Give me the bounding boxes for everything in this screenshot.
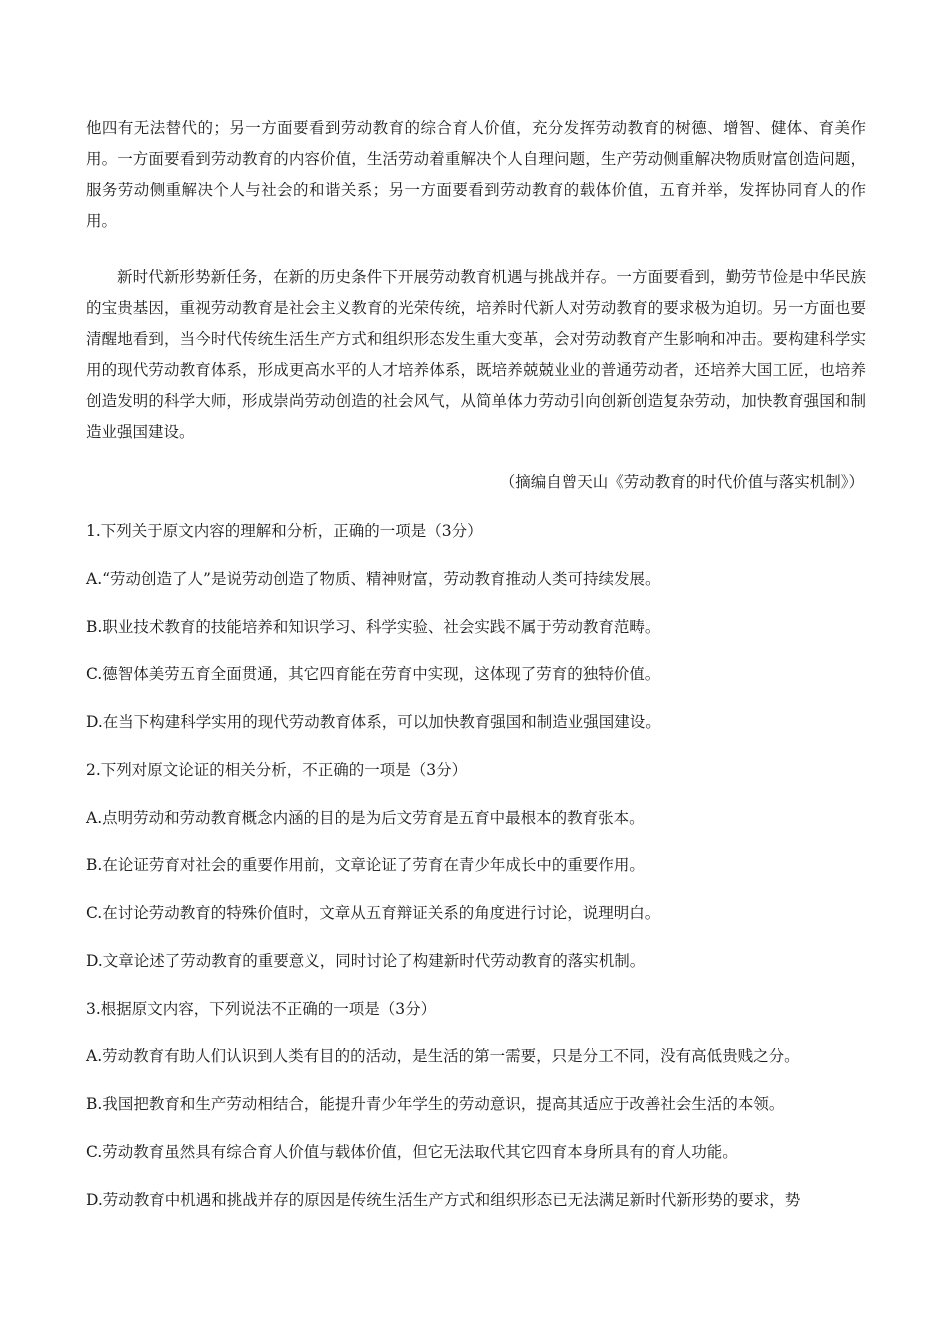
question-3-option-d: D.劳动教育中机遇和挑战并存的原因是传统生活生产方式和组织形态已无法满足新时代新形势的要求，势 (86, 1191, 801, 1209)
question-2-option-c: C.在讨论劳动教育的特殊价值时，文章从五育辩证关系的角度进行讨论，说理明白。 (86, 904, 661, 922)
question-1-option-c: C.德智体美劳五育全面贯通，其它四育能在劳育中实现，这体现了劳育的独特价值。 (86, 665, 661, 683)
passage-paragraph-2: 新时代新形势新任务，在新的历史条件下开展劳动教育机遇与挑战并存。一方面要看到，勤劳节俭是中华民族的宝贵基因，重视劳动教育是社会主义教育的光荣传统，培养时代新人对劳动教育的要求极为迫切。另一方面也要清醒地看到，当今时代传统生活生产方式和组织形态发生重大变革，会对劳动教育产生影响和冲击。要构建科学实用的现代劳动教育体系，形成更高水平的人才培养体系，既培养兢兢业业的普通劳动者，还培养大国工匠，也培养创造发明的科学大师，形成崇尚劳动创造的社会风气，从简单体力劳动引向创新创造复杂劳动，加快教育强国和制造业强国建设。 (86, 268, 866, 441)
passage-source: （摘编自曾天山《劳动教育的时代价值与落实机制》） (499, 473, 864, 491)
question-3-option-c: C.劳动教育虽然具有综合育人价值与载体价值，但它无法取代其它四育本身所具有的育人功能。 (86, 1143, 738, 1161)
question-3-stem: 3.根据原文内容，下列说法不正确的一项是（3分） (86, 1000, 437, 1018)
question-3-option-a: A.劳动教育有助人们认识到人类有目的的活动，是生活的第一需要，只是分工不同，没有高低贵贱之分。 (86, 1047, 800, 1065)
question-1-stem: 1.下列关于原文内容的理解和分析，正确的一项是（3分） (86, 522, 483, 540)
question-2-stem: 2.下列对原文论证的相关分析，不正确的一项是（3分） (86, 761, 468, 779)
question-1-option-d: D.在当下构建科学实用的现代劳动教育体系，可以加快教育强国和制造业强国建设。 (86, 713, 661, 731)
question-2-option-b: B.在论证劳育对社会的重要作用前，文章论证了劳育在青少年成长中的重要作用。 (86, 856, 645, 874)
passage-paragraph-1: 他四有无法替代的；另一方面要看到劳动教育的综合育人价值，充分发挥劳动教育的树德、增智、健体、育美作用。一方面要看到劳动教育的内容价值，生活劳动着重解决个人自理问题，生产劳动侧重解决物质财富创造问题，服务劳动侧重解决个人与社会的和谐关系；另一方面要看到劳动教育的载体价值，五育并举，发挥协同育人的作用。 (86, 119, 866, 230)
question-1-option-a: A.“劳动创造了人”是说劳动创造了物质、精神财富，劳动教育推动人类可持续发展。 (86, 570, 661, 588)
question-1-option-b: B.职业技术教育的技能培养和知识学习、科学实验、社会实践不属于劳动教育范畴。 (86, 618, 661, 636)
question-3-option-b: B.我国把教育和生产劳动相结合，能提升青少年学生的劳动意识，提高其适应于改善社会生活的本领。 (86, 1095, 785, 1113)
question-2-option-a: A.点明劳动和劳动教育概念内涵的目的是为后文劳育是五育中最根本的教育张本。 (86, 809, 645, 827)
question-2-option-d: D.文章论述了劳动教育的重要意义，同时讨论了构建新时代劳动教育的落实机制。 (86, 952, 646, 970)
